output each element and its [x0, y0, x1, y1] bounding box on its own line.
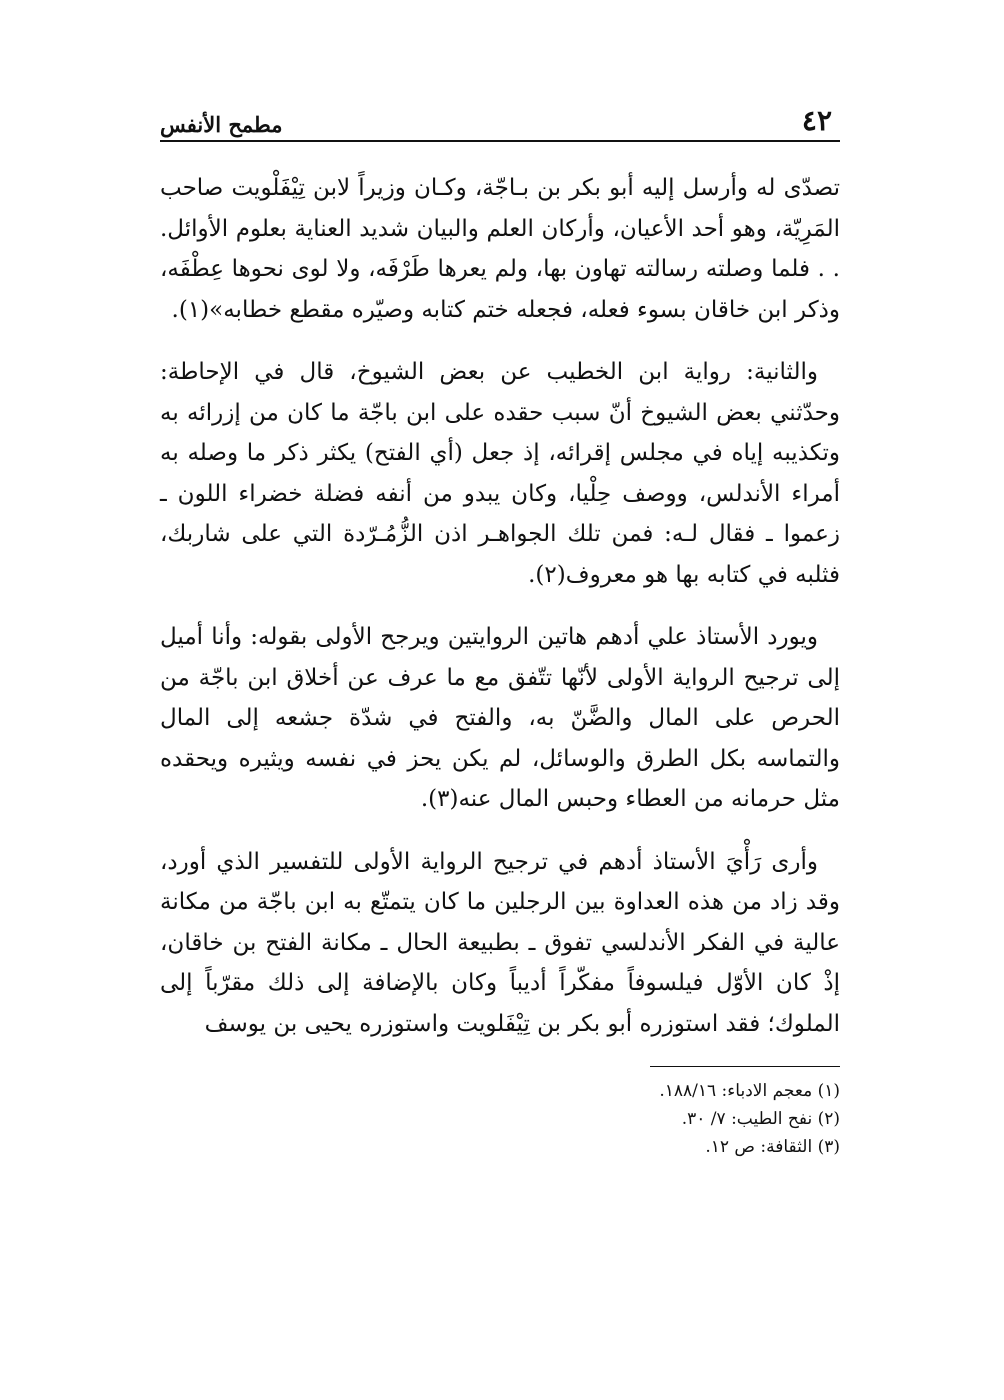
paragraph-4: وأرى رَأْيَ الأستاذ أدهم في ترجيح الرواية الأولى للتفسير الذي أورد، وقد زاد من هذه العداوة بين الرجلين ما كان يتمتّع به ابن باجّة من مكانة عالية في الفكر الأندلسي تفوق ـ بطبيعة الحال ـ مكانة الفتح بن خاقان، إذْ كان الأوّل فيلسوفاً مفكّراً أديباً وكان بالإضافة إلى ذلك مقرّباً إلى الملوك؛ فقد استوزره أبو بكر بن تِيْفَلويت واستوزره يحيى بن يوسف	[160, 848, 840, 1037]
footnotes	[160, 1077, 840, 1161]
paragraph-1: تصدّى له وأرسل إليه أبو بكر بن بـاجّة، وكـان وزيراً لابن تِيْفَلْويت صاحب المَرِيّة، وهو أحد الأعيان، وأركان العلم والبيان شديد العناية بعلوم الأوائل. . . فلما وصلته رسالته تهاون بها، ولم يعرها طَرْفَه، ولا لوى نحوها عِطْفَه، وذكر ابن خاقان بسوء فعله، فجعله ختم كتابه وصيّره مقطع خطابه»(١).	[160, 175, 840, 323]
running-title: مطمح الأنفس	[160, 112, 283, 137]
footnote-1: (١) معجم الادباء: ١٨٨/١٦.	[659, 1081, 840, 1101]
page-body	[160, 168, 840, 1044]
paragraph-3: ويورد الأستاذ علي أدهم هاتين الروايتين ويرجح الأولى بقوله: وأنا أميل إلى ترجيح الرواية الأولى لأنّها تتّفق مع ما عرف عن أخلاق ابن باجّة من الحرص على المال والضَّنّ به، والفتح في شدّة جشعه إلى المال والتماسه بكل الطرق والوسائل، لم يكن يحز في نفسه ويثيره ويحقده مثل حرمانه من العطاء وحبس المال عنه(٣).	[160, 624, 840, 812]
footnote-2: (٢) نفح الطيب: ٧/ ٣٠.	[681, 1109, 840, 1129]
page-number: ٤٢	[801, 104, 832, 137]
page-header	[160, 88, 840, 142]
paragraph-2: والثانية: رواية ابن الخطيب عن بعض الشيوخ، قال في الإحاطة: وحدّثني بعض الشيوخ أنّ سبب حقده على ابن باجّة ما كان من إزرائه به وتكذيبه إياه في مجلس إقرائه، إذ جعل (أي الفتح) يكثر ذكر ما وصله به أمراء الأندلس، ووصف حِلْيا، وكان يبدو من أنفه فضلة خضراء اللون ـ زعموا ـ فقال لـه: فمن تلك الجواهـر اذن الزُّمُـرّدة التي على شاربك، فثلبه في كتابه بها هو معروف(٢).	[160, 359, 840, 588]
footnote-divider	[650, 1066, 840, 1067]
footnote-3: (٣) الثقافة: ص ١٢.	[705, 1137, 840, 1157]
book-page	[160, 88, 840, 1161]
